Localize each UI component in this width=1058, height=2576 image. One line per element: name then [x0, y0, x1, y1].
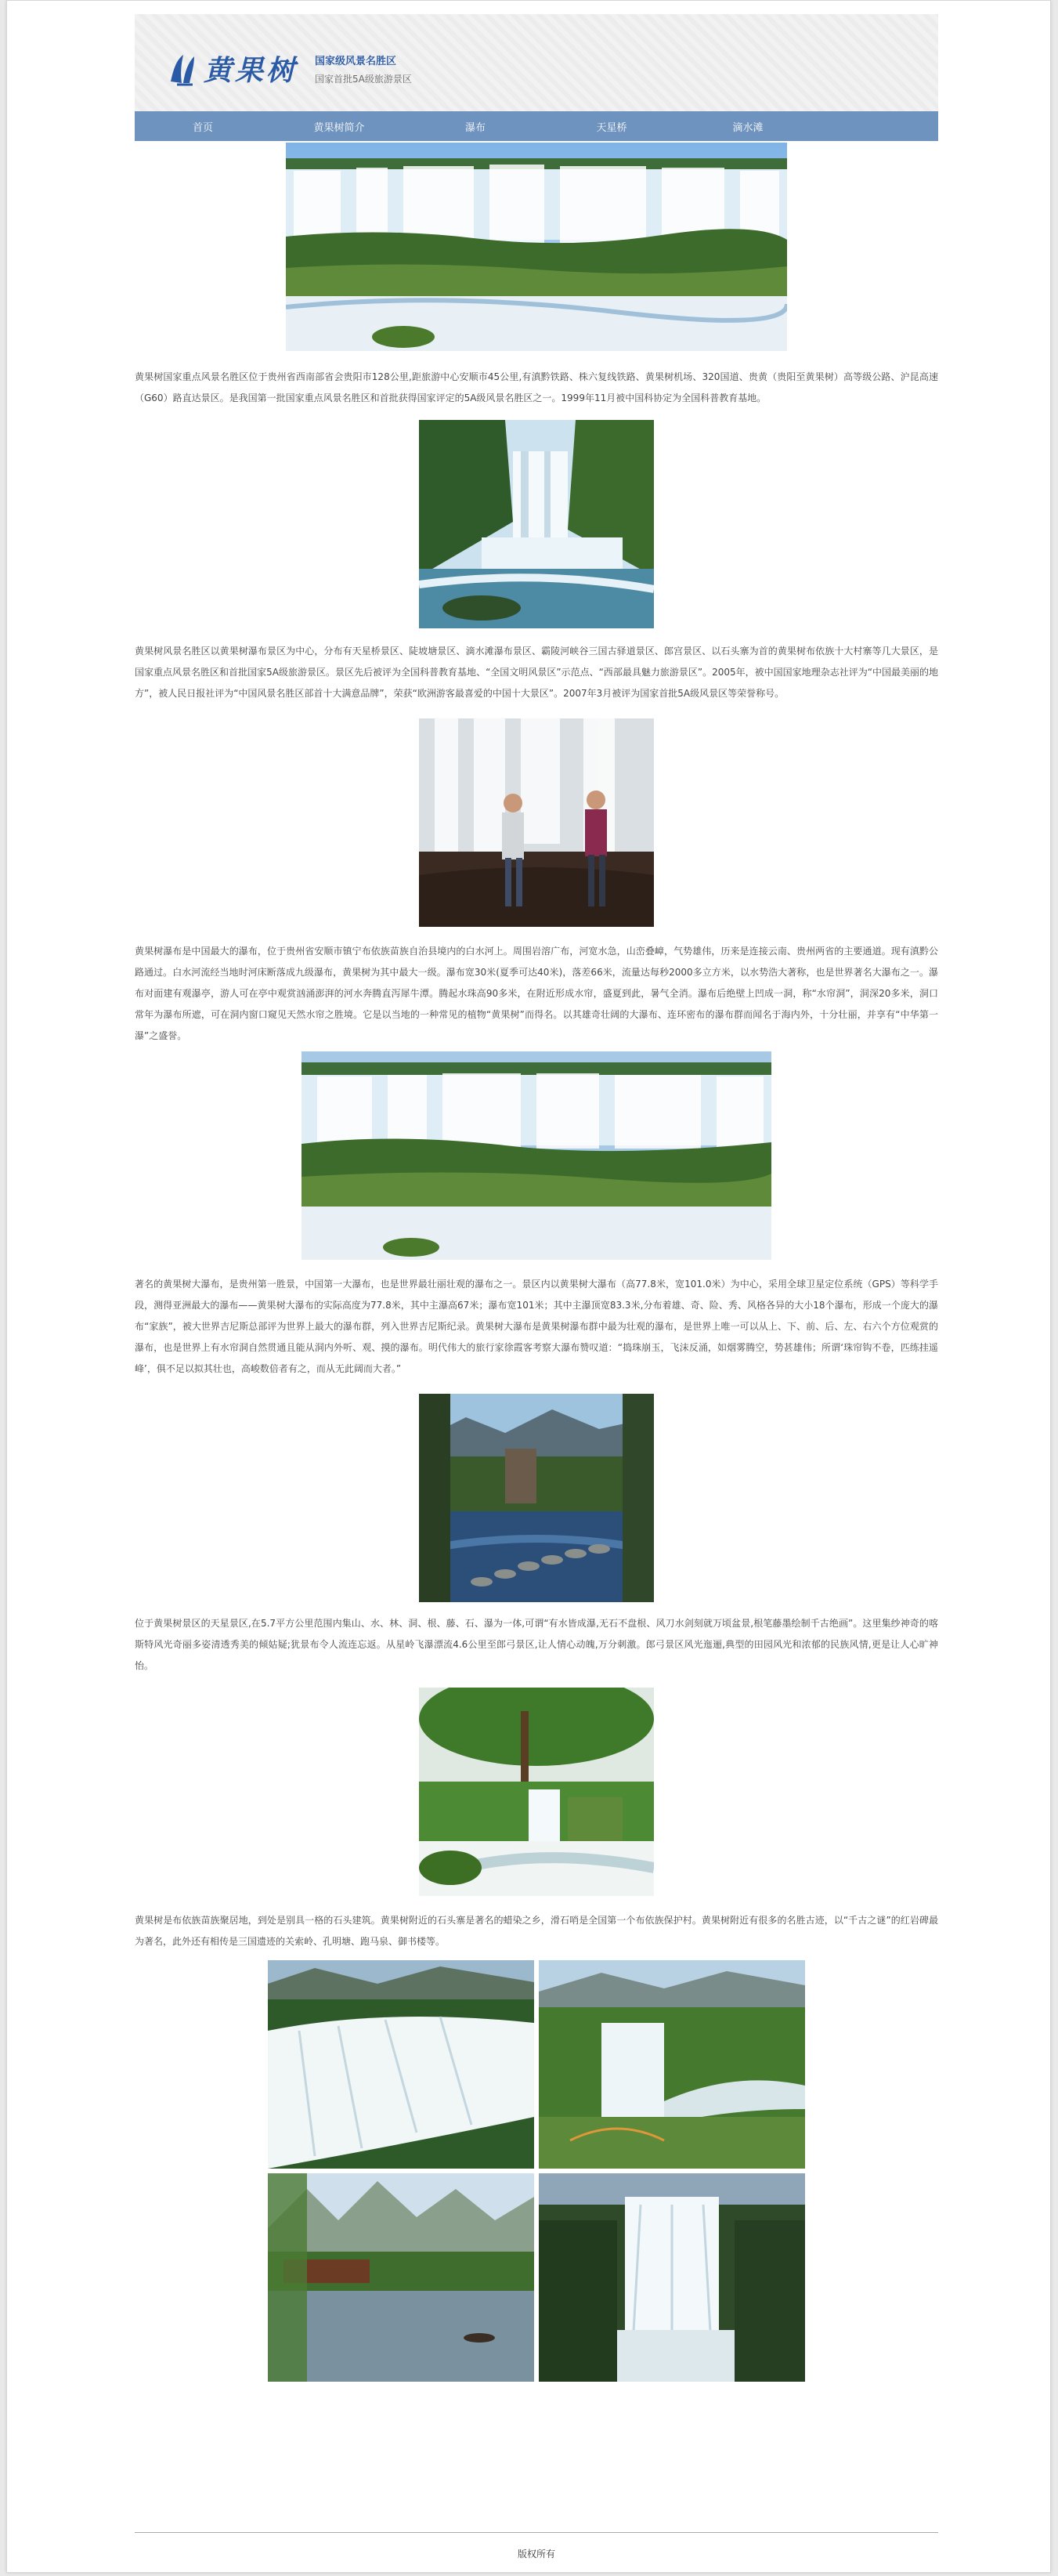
- nav-item-tianxing-bridge[interactable]: 天星桥: [596, 121, 627, 134]
- logo-text: 黄果树: [204, 54, 298, 87]
- nav-item-dishui-beach[interactable]: 滴水滩: [732, 121, 764, 134]
- subtitle-line-2: 国家首批5A级旅游景区: [315, 73, 412, 85]
- intro-paragraph-2: 黄果树风景名胜区以黄果树瀑布景区为中心，分布有天星桥景区、陡坡塘景区、滴水滩瀑布景区、霸陵河峡谷三国古驿道景区、郎宫景区、以石头寨为首的黄果树布依族十大村寨等几大景区，是国家重点风景名胜区和首批国家5A级旅游景区。景区先后被评为全国科普教育基地、“全国文明风景区”示范点、“西部最具魅力旅游景区”。2005年，被中国国家地理杂志社评为“中国最美丽的地方”，被人民日报社评为“中国风景名胜区部首十大满意品牌”，荣获“欧洲游客最喜爱的中国十大景区”。2007年3月被评为国家首批5A级风景区等荣誉称号。: [135, 646, 938, 699]
- intro-paragraph-1: 黄果树国家重点风景名胜区位于贵州省西南部省会贵阳市128公里,距旅游中心安顺市45公里,有滇黔铁路、株六复线铁路、黄果树机场、320国道、贵黄（贵阳至黄果树）高等级公路、沪昆高速（G60）路直达景区。是我国第一批国家重点风景名胜区和首批获得国家评定的5A级风景名胜区之一。1999年11月被中国科协定为全国科普教育基地。: [135, 371, 938, 403]
- main-nav: [135, 111, 938, 141]
- copyright-text: 版权所有: [517, 2549, 555, 2560]
- gallery-photo-3: [268, 2173, 534, 2382]
- site-footer: [135, 2532, 938, 2560]
- nav-item-home[interactable]: 首页: [192, 121, 213, 134]
- site-logo[interactable]: [166, 49, 412, 89]
- nav-item-intro[interactable]: 黄果树简介: [313, 121, 365, 134]
- waterfall-paragraph: 黄果树瀑布是中国最大的瀑布，位于贵州省安顺市镇宁布依族苗族自治县境内的白水河上。周围岩溶广布，河宽水急，山峦叠嶂，气势雄伟，历来是连接云南、贵州两省的主要通道。现有滇黔公路通过。白水河流经当地时河床断落成九级瀑布，黄果树为其中最大一级。瀑布宽30米(夏季可达40米)，落差66米，流量达每秒2000多立方米，以水势浩大著称，也是世界著名大瀑布之一。瀑布对面建有观瀑亭，游人可在亭中观赏汹涌澎湃的河水奔腾直泻犀牛潭。腾起水珠高90多米，在附近形成水帘，盛夏到此，暑气全消。瀑布后绝壁上凹成一洞，称“水帘洞”，洞深20多米，洞口常年为瀑布所遮，可在洞内窗口窥见天然水帘之胜境。它是以当地的一种常见的植物“黄果树”而得名。以其雄奇壮阔的大瀑布、连环密布的瀑布群而闻名于海内外，十分壮丽，并享有“中华第一瀑”之盛誉。: [135, 946, 938, 1041]
- site-header: [135, 14, 938, 111]
- gallery-photo-1: [268, 1960, 534, 2169]
- subtitle-line-1: 国家级风景名胜区: [315, 55, 397, 67]
- page-wrapper: [135, 14, 938, 2382]
- gallery-photo-2: [539, 1960, 805, 2169]
- waterfall-photo-1: [286, 143, 787, 351]
- gallery-photo-4: [539, 2173, 805, 2382]
- waterfall-photo-4: [302, 1051, 771, 1260]
- nav-item-waterfall[interactable]: 瀑布: [464, 121, 486, 134]
- photo-gallery: [268, 1960, 805, 2382]
- main-content: [135, 141, 938, 2382]
- tianxing-paragraph: 位于黄果树景区的天星景区,在5.7平方公里范围内集山、水、林、洞、根、藤、石、瀑为一体,可谓“有水皆成瀑,无石不盘根、风刀水剑刻就万顷盆景,根笔藤墨绘制千古绝画”。这里集纱神奇的喀斯特风光奇丽多姿清透秀美的倾姑疑;犹景布令人流连忘返。从星岭飞瀑漂流4.6公里至郎弓景区,让人情心动魄,万分刺激。郎弓景区风光迤逦,典型的田园风光和浓郁的民族风情,更是让人心旷神怡。: [135, 1618, 938, 1671]
- tianxing-photo: [419, 1394, 654, 1602]
- visitors-photo: [419, 718, 654, 927]
- logo-mark-icon: [166, 52, 199, 86]
- big-waterfall-paragraph: 著名的黄果树大瀑布，是贵州第一胜景，中国第一大瀑布，也是世界最壮丽壮观的瀑布之一。景区内以黄果树大瀑布（高77.8米，宽101.0米）为中心，采用全球卫星定位系统（GPS）等科学手段，测得亚洲最大的瀑布——黄果树大瀑布的实际高度为77.8米，其中主瀑高67米；瀑布宽101米；其中主瀑顶宽83.3米,分布着雄、奇、险、秀、风格各异的大小18个瀑布，形成一个庞大的瀑布“家族”，被大世界吉尼斯总部评为世界上最大的瀑布群，列入世界吉尼斯纪录。黄果树大瀑布是黄果树瀑布群中最为壮观的瀑布，是世界上唯一可以从上、下、前、后、左、右六个方位观赏的瀑布，也是世界上有水帘洞自然贯通且能从洞内外听、观、摸的瀑布。明代伟大的旅行家徐霞客考察大瀑布赞叹道：“捣珠崩玉，飞沫反涌，如烟雾腾空，势甚雄伟；所谓‘珠帘钩不卷，匹练挂遥峰’，俱不足以拟其壮也，高峻数倍者有之，而从无此阔而大者。”: [135, 1279, 938, 1374]
- waterfall-photo-2: [419, 420, 654, 628]
- culture-paragraph: 黄果树是布依族苗族聚居地，到处是别具一格的石头建筑。黄果树附近的石头寨是著名的蜡染之乡，滑石哨是全国第一个布依族保护村。黄果树附近有很多的名胜古迹，以“千古之谜”的红岩碑最为著名，此外还有相传是三国遗迹的关索岭、孔明塘、跑马泉、御书楼等。: [135, 1915, 938, 1947]
- village-waterfall-photo: [419, 1688, 654, 1896]
- logo-subtitle: [315, 52, 412, 85]
